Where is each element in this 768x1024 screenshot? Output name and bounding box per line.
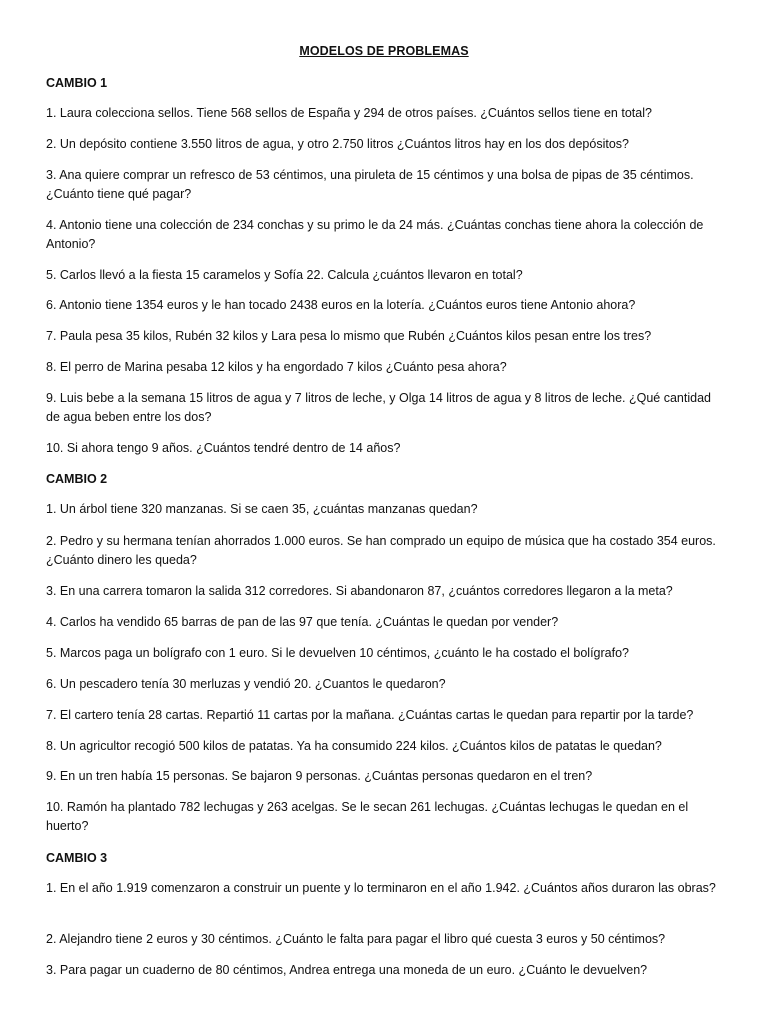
section-heading-cambio-1: CAMBIO 1: [46, 76, 108, 90]
problem-item: 2. Alejandro tiene 2 euros y 30 céntimos. ¿Cuánto le falta para pagar el libro qué cuesta 3 euros y 50 céntimos?: [46, 932, 666, 946]
problem-item: 8. Un agricultor recogió 500 kilos de patatas. Ya ha consumido 224 kilos. ¿Cuántos kilos de patatas le quedan?: [46, 739, 662, 753]
problem-item: 1. Un árbol tiene 320 manzanas. Si se caen 35, ¿cuántas manzanas quedan?: [46, 502, 478, 516]
problem-item: 8. El perro de Marina pesaba 12 kilos y ha engordado 7 kilos ¿Cuánto pesa ahora?: [46, 360, 507, 374]
problem-item: 3. Ana quiere comprar un refresco de 53 céntimos, una piruleta de 15 céntimos y una bolsa de pipas de 35 céntimos. ¿Cuánto tiene qué pagar?: [46, 168, 694, 201]
problem-item: 9. En un tren había 15 personas. Se bajaron 9 personas. ¿Cuántas personas quedaron en el tren?: [46, 769, 593, 783]
problem-item: 3. En una carrera tomaron la salida 312 corredores. Si abandonaron 87, ¿cuántos corredores llegaron a la meta?: [46, 584, 673, 598]
problem-item: 4. Carlos ha vendido 65 barras de pan de las 97 que tenía. ¿Cuántas le quedan por vender?: [46, 615, 559, 629]
section-heading-cambio-2: CAMBIO 2: [46, 472, 108, 486]
section-heading-cambio-3: CAMBIO 3: [46, 851, 108, 865]
problem-item: 7. El cartero tenía 28 cartas. Repartió 11 cartas por la mañana. ¿Cuántas cartas le quedan para repartir por la tarde?: [46, 708, 694, 722]
problem-item: 6. Un pescadero tenía 30 merluzas y vendió 20. ¿Cuantos le quedaron?: [46, 677, 446, 691]
problem-item: 10. Ramón ha plantado 782 lechugas y 263 acelgas. Se le secan 261 lechugas. ¿Cuántas lechugas le quedan en el huerto?: [46, 800, 689, 833]
problem-item: 1. En el año 1.919 comenzaron a construir un puente y lo terminaron en el año 1.942. ¿Cuántos años duraron las obras?: [46, 881, 716, 895]
problem-item: 5. Carlos llevó a la fiesta 15 caramelos y Sofía 22. Calcula ¿cuántos llevaron en total?: [46, 268, 523, 282]
problem-item: 10. Si ahora tengo 9 años. ¿Cuántos tendré dentro de 14 años?: [46, 441, 401, 455]
problem-item: 9. Luis bebe a la semana 15 litros de agua y 7 litros de leche, y Olga 14 litros de agua y 8 litros de leche. ¿Qué cantidad de agua beben entre los dos?: [46, 391, 711, 424]
problem-item: 6. Antonio tiene 1354 euros y le han tocado 2438 euros en la lotería. ¿Cuántos euros tiene Antonio ahora?: [46, 298, 636, 312]
problem-item: 2. Un depósito contiene 3.550 litros de agua, y otro 2.750 litros ¿Cuántos litros hay en los dos depósitos?: [46, 137, 629, 151]
problem-item: 7. Paula pesa 35 kilos, Rubén 32 kilos y Lara pesa lo mismo que Rubén ¿Cuántos kilos pesan entre los tres?: [46, 329, 652, 343]
problem-item: 4. Antonio tiene una colección de 234 conchas y su primo le da 24 más. ¿Cuántas conchas tiene ahora la colección de Antonio?: [46, 218, 704, 251]
page-title: MODELOS DE PROBLEMAS: [299, 44, 469, 58]
problem-item: 2. Pedro y su hermana tenían ahorrados 1.000 euros. Se han comprado un equipo de música que ha costado 354 euros. ¿Cuánto dinero les queda?: [46, 534, 716, 567]
problem-item: 1. Laura colecciona sellos. Tiene 568 sellos de España y 294 de otros países. ¿Cuántos sellos tiene en total?: [46, 106, 652, 120]
problem-item: 3. Para pagar un cuaderno de 80 céntimos, Andrea entrega una moneda de un euro. ¿Cuánto le devuelven?: [46, 963, 648, 977]
problem-item: 5. Marcos paga un bolígrafo con 1 euro. Si le devuelven 10 céntimos, ¿cuánto le ha costado el bolígrafo?: [46, 646, 630, 660]
